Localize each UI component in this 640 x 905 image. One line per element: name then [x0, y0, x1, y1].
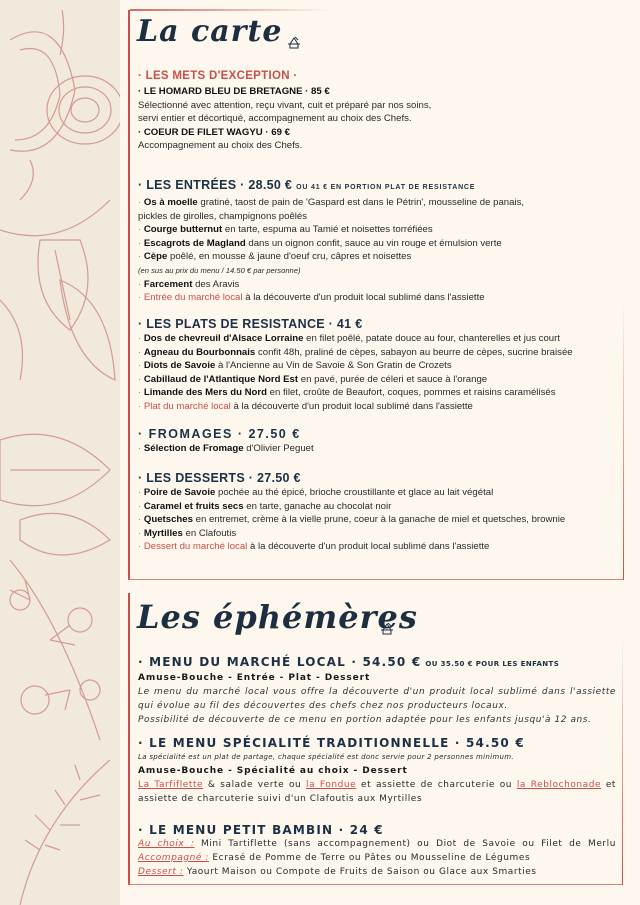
- bullet: ·: [138, 237, 144, 249]
- dish-description: poêlé, en mousse & jaune d'oeuf cru, câpres et noisettes: [167, 251, 412, 263]
- bullet: ·: [138, 500, 144, 512]
- dish-name: Farcement: [143, 278, 193, 290]
- dish-name: Quetsches: [143, 514, 193, 526]
- botanical-illustration-strip: [0, 0, 120, 905]
- section-heading: · LES METS D'EXCEPTION ·: [138, 70, 298, 82]
- dish-list: [138, 196, 618, 305]
- dish-item: [138, 359, 618, 373]
- dish-description: à la découverte d'un produit local sublimé dans l'assiette: [230, 400, 473, 412]
- dish-name: Diots de Savoie: [143, 360, 216, 372]
- dish-name: Limande des Mers du Nord: [143, 387, 268, 399]
- bullet: ·: [138, 292, 144, 304]
- dish-item: [138, 250, 618, 264]
- dish-name: Cèpe: [143, 251, 168, 263]
- label: Accompagné :: [138, 852, 210, 863]
- dish-description: dans un oignon confit, sauce au vin rouge et émulsion verte: [245, 237, 502, 249]
- dish-item: [138, 513, 618, 527]
- menu-description: Possibilité de découverte de ce menu en portion adaptée pour les enfants jusqu'à 12 ans.: [138, 714, 592, 725]
- dish-description: servi entier et décortiqué, accompagnement au choix des Chefs.: [138, 113, 412, 125]
- menu-note: La spécialité est un plat de partage, chaque spécialité est donc servie pour 2 personnes minimum.: [138, 753, 514, 761]
- dish-description: en filet, croûte de Beaufort, coques, pommes et raisins caramélisés: [267, 387, 556, 399]
- dish-name: Caramel et fruits secs: [143, 500, 244, 512]
- label: Dessert :: [138, 866, 184, 877]
- bullet: ·: [138, 541, 144, 553]
- dish-item: [138, 500, 618, 514]
- dish-item: [138, 486, 618, 500]
- dish-name: Agneau du Bourbonnais: [143, 346, 256, 358]
- bullet: ·: [138, 400, 144, 412]
- dish-description: des Aravis: [192, 278, 240, 290]
- dish-name: Os à moelle: [143, 197, 198, 208]
- dish-item: [138, 210, 618, 224]
- courses: Amuse-Bouche - Entrée - Plat - Dessert: [138, 673, 371, 683]
- market-dish-name: Entrée du marché local: [143, 292, 243, 304]
- bullet: ·: [138, 487, 144, 498]
- menu-description: [138, 866, 616, 880]
- menu-description: [138, 779, 616, 807]
- dish-item: [138, 196, 618, 210]
- desserts-section: [138, 470, 618, 554]
- text: et assiette de charcuterie ou: [356, 779, 517, 790]
- text: Mini Tartiflette (sans accompagnement) ou Diot de Savoie ou Filet de Merlu: [194, 839, 616, 849]
- bullet: ·: [138, 333, 144, 344]
- dish-name: Cabillaud de l'Atlantique Nord Est: [143, 373, 299, 385]
- menu-bambin-section: [138, 822, 616, 880]
- bullet: ·: [138, 527, 144, 539]
- dish-name: · LE HOMARD BLEU DE BRETAGNE · 85 €: [138, 86, 330, 97]
- dish-item: [138, 278, 618, 292]
- basil-icon: [0, 434, 110, 555]
- herb-leaf-icon: [0, 160, 115, 380]
- section-heading: · LES DESSERTS · 27.50 €: [138, 471, 301, 485]
- heading-text: · LES ENTRÉES · 28.50 €: [138, 178, 293, 192]
- bullet: ·: [138, 224, 144, 236]
- heading-subtext: OU 41 € EN PORTION PLAT DE RESISTANCE: [296, 184, 476, 191]
- bullet: ·: [138, 387, 144, 399]
- section-heading: · FROMAGES · 27.50 €: [138, 427, 301, 441]
- dish-name: Dos de chevreuil d'Alsace Lorraine: [143, 333, 304, 344]
- dish-item: [138, 527, 618, 541]
- dish-description: en pavé, purée de céleri et sauce à l'orange: [298, 373, 488, 385]
- dish-item: [138, 332, 618, 346]
- dish-item: [138, 442, 618, 456]
- dish-description: en entremet, crème à la vielle prune, coeur à la ganache de miel et quetsches, brownie: [192, 514, 566, 526]
- dish-name: Courge butternut: [143, 224, 223, 236]
- dish-item: [138, 264, 618, 278]
- dish-description: en tarte, ganache au chocolat noir: [243, 500, 392, 512]
- text: Yaourt Maison ou Compote de Fruits de Saison ou Glace aux Smarties: [183, 866, 537, 877]
- dish-name: Sélection de Fromage: [143, 443, 244, 454]
- dish-description: confit 48h, praliné de cèpes, sabayon au beurre de cèpes, sucrine braisée: [255, 346, 573, 358]
- menu-description: Le menu du marché local vous offre la découverte d'un produit local sublimé dans l'assiette qui évolue au fil des découvertes des chefs chez nos producteurs locaux.: [138, 686, 616, 711]
- section-heading: [138, 177, 618, 196]
- dish-item: [138, 237, 618, 251]
- bullet: ·: [138, 443, 144, 454]
- plats-section: [138, 316, 618, 414]
- section-heading: · LES PLATS DE RESISTANCE · 41 €: [138, 317, 363, 331]
- market-dish-name: Dessert du marché local: [143, 541, 248, 553]
- dish-description: d'Olivier Peguet: [243, 443, 314, 454]
- dish-list: [138, 332, 618, 414]
- section-heading: [138, 654, 616, 672]
- dish-item: [138, 346, 618, 360]
- dish-description: gratiné, taost de pain de 'Gaspard est dans le Pétrin', mousseline de panais,: [197, 197, 525, 208]
- ephemeres-title: Les éphémères: [137, 598, 418, 636]
- menu-description: [138, 838, 616, 866]
- dish-description: à la découverte d'un produit local sublimé dans l'assiette: [247, 541, 490, 553]
- chef-hat-icon: [286, 35, 302, 49]
- bullet: ·: [138, 360, 144, 372]
- bullet: ·: [138, 197, 144, 208]
- dish-description: en tarte, espuma au Tamié et noisettes torréfiées: [222, 224, 433, 236]
- bullet: ·: [138, 278, 144, 290]
- onion-icon: [10, 10, 120, 151]
- section-heading: · LE MENU PETIT BAMBIN · 24 €: [138, 823, 384, 837]
- dish-name: Myrtilles: [143, 527, 183, 539]
- section-heading: · LE MENU SPÉCIALITÉ TRADITIONNELLE · 54.50 €: [138, 736, 525, 750]
- bullet: ·: [138, 373, 144, 385]
- la-carte-title: La carte: [137, 14, 283, 49]
- parsley-icon: [10, 560, 100, 740]
- dish-list: [138, 442, 618, 456]
- bullet: ·: [138, 514, 144, 526]
- dish-item: [138, 373, 618, 387]
- dish-description: Accompagnement au choix des Chefs.: [138, 140, 303, 152]
- market-dish-name: Plat du marché local: [143, 400, 231, 412]
- speciality-fondue: la Fondue: [306, 779, 357, 790]
- dish-description: en Clafoutis: [182, 527, 237, 539]
- chef-hat-icon: [379, 621, 395, 635]
- text: et assiette de charcuterie suivi d'un Clafoutis aux Myrtilles: [138, 779, 616, 804]
- bullet: ·: [138, 346, 144, 358]
- menu-marche-section: [138, 654, 616, 728]
- dish-list: [138, 486, 618, 554]
- dish-description: en filet poêlé, patate douce au four, chanterelles et jus court: [303, 333, 560, 344]
- rosemary-icon: [20, 760, 110, 905]
- dish-description: à la découverte d'un produit local sublimé dans l'assiette: [242, 292, 485, 304]
- speciality-tartiflette: La Tarfiflette: [138, 779, 204, 790]
- dish-item: [138, 400, 618, 414]
- dish-name: Escagrots de Magland: [143, 237, 246, 249]
- dish-item: [138, 291, 618, 305]
- menu-specialite-section: [138, 735, 616, 807]
- fromages-section: [138, 426, 618, 456]
- dish-description: à l'Ancienne au Vin de Savoie & Son Gratin de Crozets: [215, 360, 452, 372]
- dish-description: pochée au thé épicé, brioche croustillante et glace au lait végétal: [215, 487, 494, 498]
- dish-item: [138, 540, 618, 554]
- courses: Amuse-Bouche - Spécialité au choix - Dessert: [138, 765, 408, 776]
- speciality-reblochonade: la Reblochonade: [516, 779, 602, 790]
- entrees-section: [138, 177, 618, 305]
- dish-name: Poire de Savoie: [143, 487, 216, 498]
- price-note: (en sus au prix du menu / 14.50 € par personne): [138, 265, 301, 275]
- text: & salade verte ou: [203, 779, 307, 790]
- bullet: ·: [138, 251, 144, 263]
- heading-subtext: OU 35.50 € POUR LES ENFANTS: [425, 660, 560, 668]
- dish-item: [138, 386, 618, 400]
- dish-description: pickles de girolles, champignons poêlés: [138, 210, 308, 222]
- text: Ecrasé de Pomme de Terre ou Pâtes ou Mousseline de Légumes: [209, 852, 531, 863]
- dish-name: · COEUR DE FILET WAGYU · 69 €: [138, 126, 290, 138]
- label: Au choix :: [138, 839, 195, 849]
- heading-text: · MENU DU MARCHÉ LOCAL · 54.50 €: [138, 655, 422, 669]
- mets-exception-section: [138, 68, 618, 153]
- dish-description: Sélectionné avec attention, reçu vivant, cuit et préparé par nos soins,: [138, 99, 432, 111]
- dish-item: [138, 223, 618, 237]
